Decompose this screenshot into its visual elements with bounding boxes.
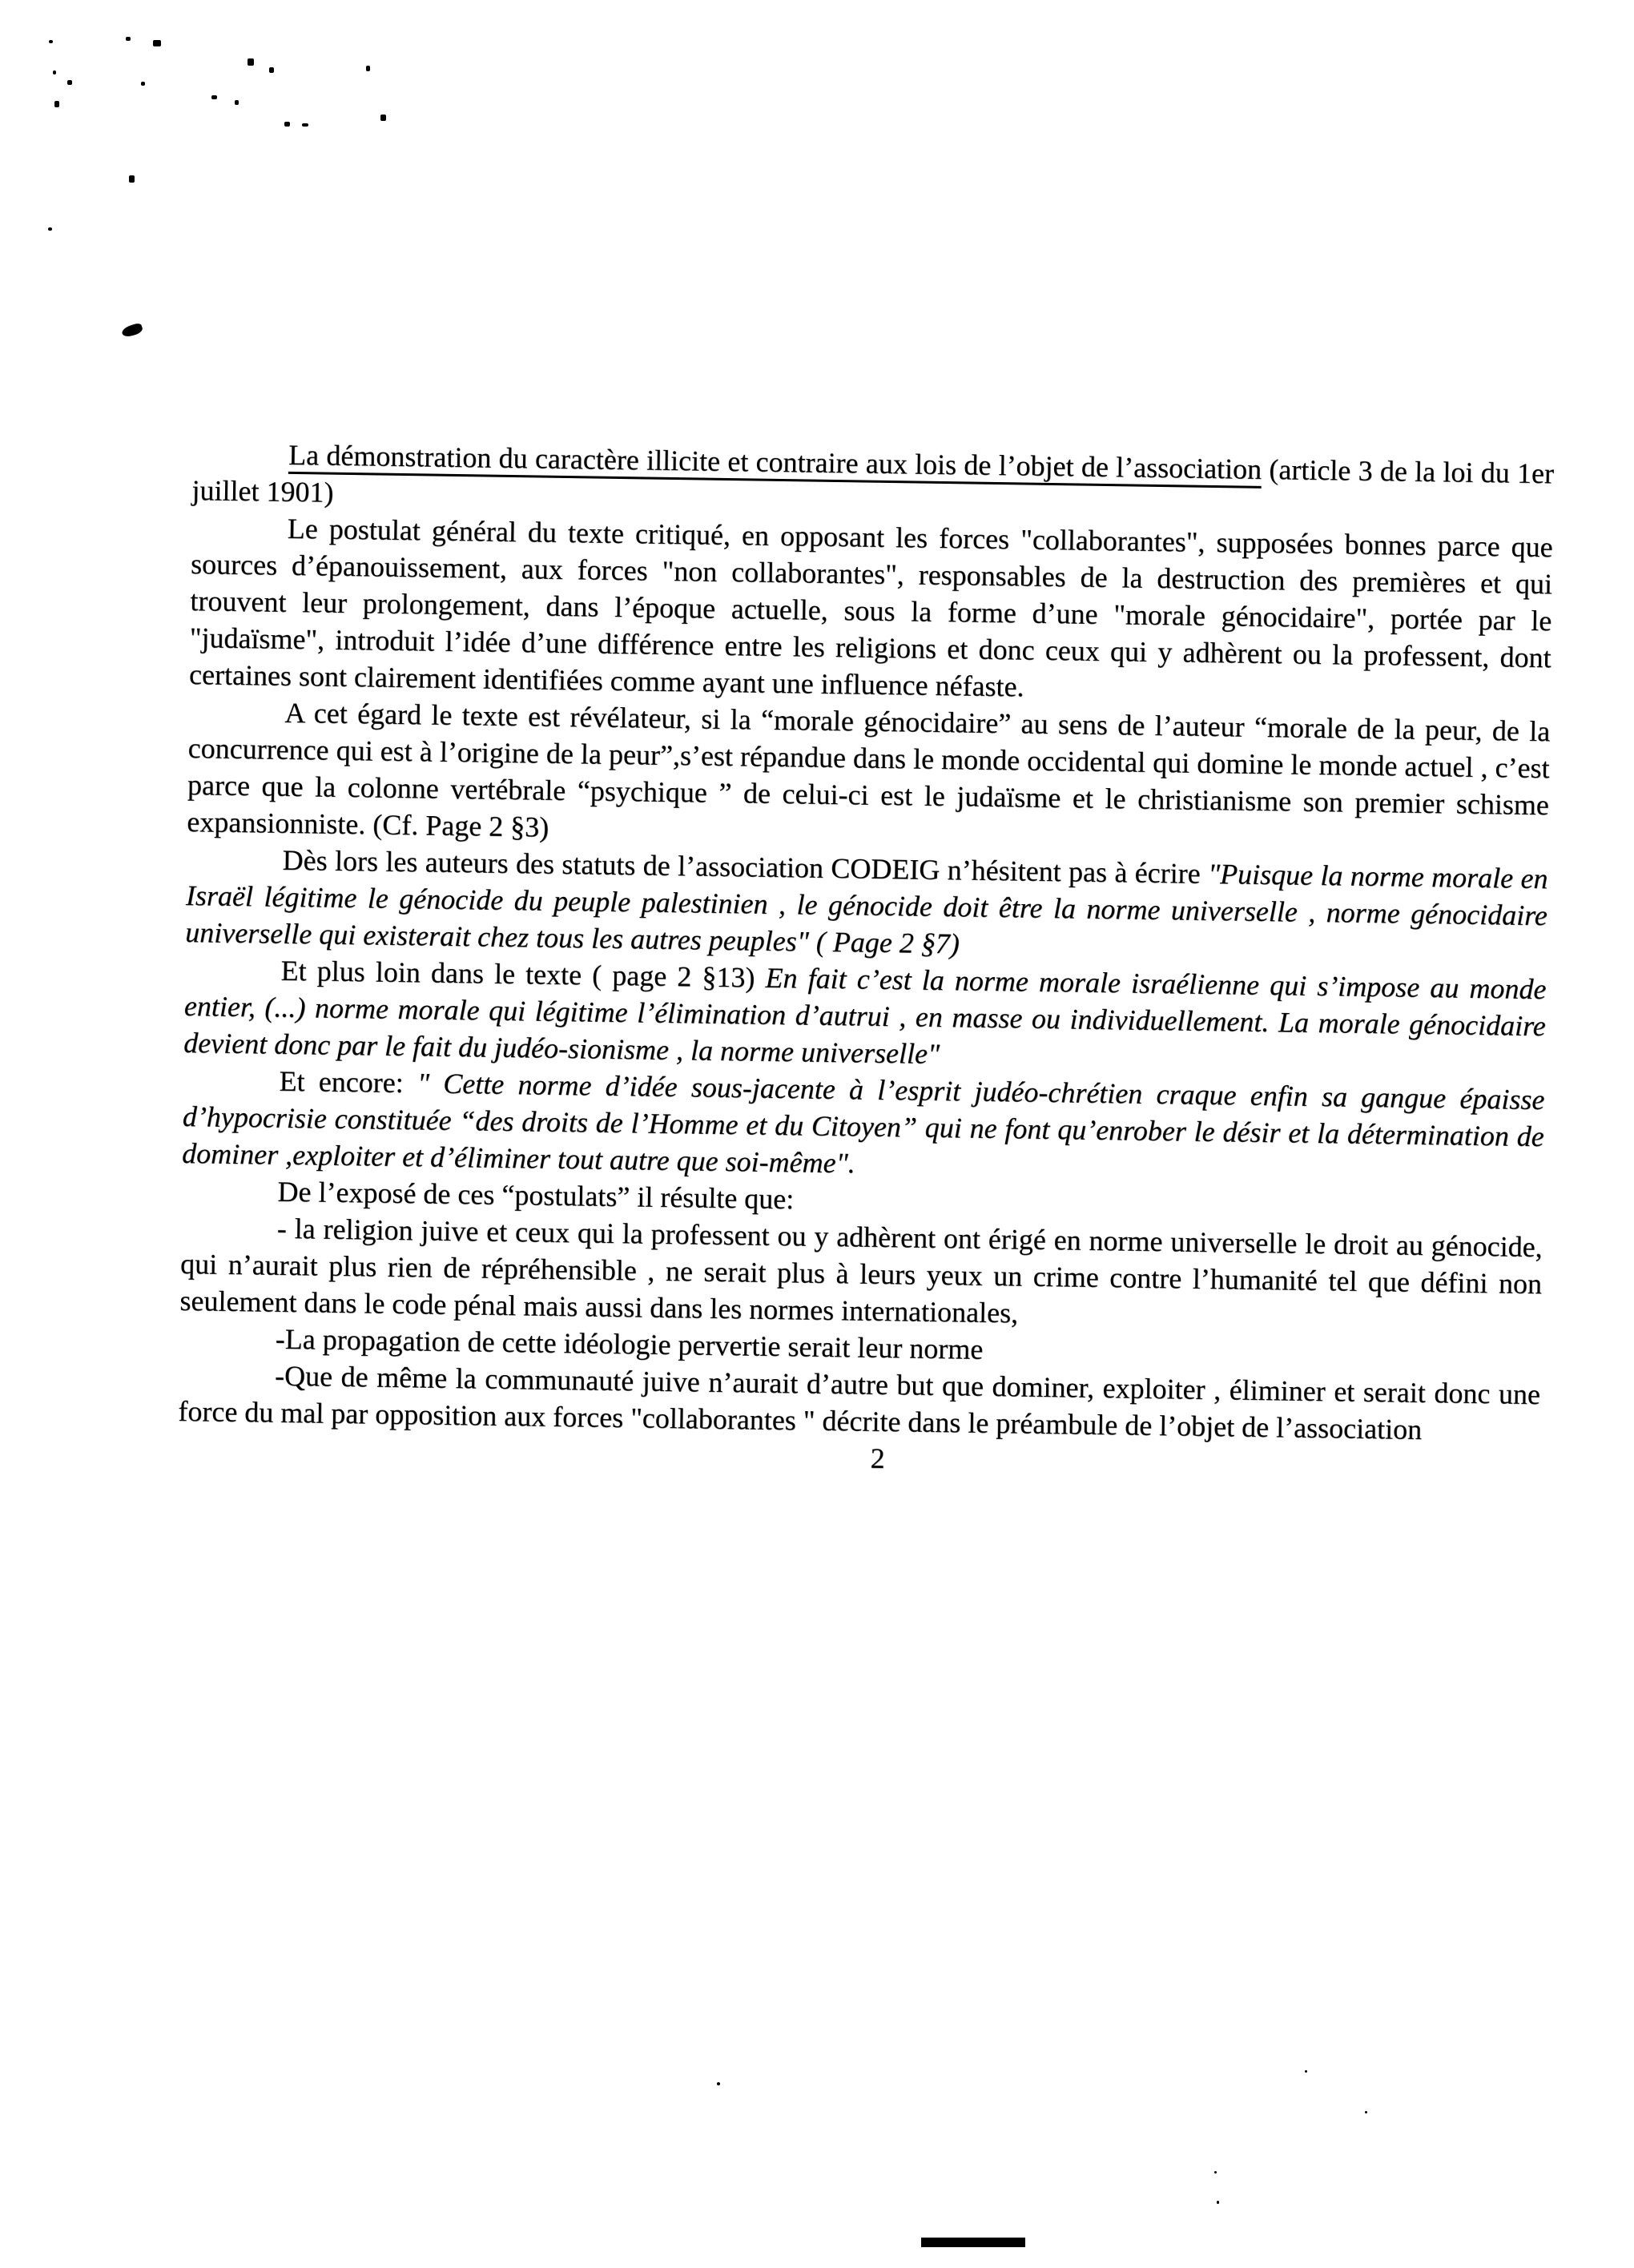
encore-intro: Et encore: xyxy=(279,1064,418,1100)
paragraph-deslors xyxy=(185,840,1548,971)
page-number: 2 xyxy=(870,1442,885,1475)
bullet-propagation: -La propagation de cette idéologie pervertie serait leur norme xyxy=(275,1322,984,1365)
document-body xyxy=(177,435,1554,1486)
bullet-communaute: -Que de même la communauté juive n’aurait d’autre but que dominer, exploiter , éliminer et serait donc une force du mal par opposition aux forces "collaborantes " décrite dans le préambule de l’objet de l’association xyxy=(178,1359,1541,1446)
title-subtitle: (article 3 de la loi du 1er juillet 1901) xyxy=(191,453,1555,509)
encore-quote: " Cette norme d’idée sous-jacente à l’esprit judéo-chrétien craque enfin sa gangue épaisse d’hypocrisie constituée “des droits de l’Homme et du Citoyen” qui ne font qu’enrober le désir et la détermination de dominer ,exploiter et d’éliminer tout autre que soi-même". xyxy=(181,1067,1545,1180)
paragraph-encore xyxy=(182,1061,1545,1192)
paragraph-plusloin xyxy=(183,951,1547,1081)
deslors-quote: "Puisque la norme morale en Israël légitime le génocide du peuple palestinien , le génocide doit être la norme universelle , norme génocidaire universelle qui existerait chez tous les autres peuples" xyxy=(185,857,1548,958)
title-underlined: La démonstration du caractère illicite et contraire aux lois de l’objet de l’association xyxy=(288,439,1262,489)
deslors-ref: ( Page 2 §7) xyxy=(815,925,960,960)
bullet-religion: - la religion juive et ceux qui la professent ou y adhèrent ont érigé en norme universelle le droit au génocide, qui n’aurait plus rien de répréhensible , ne serait plus à leurs yeux un crime contre l’humanité tel que défini non seulement dans le code pénal mais aussi dans les normes internationales, xyxy=(179,1212,1543,1329)
plusloin-quote: En fait c’est la norme morale israélienne qui s’impose au monde entier, (...) norme morale qui légitime l’élimination d’autrui , en masse ou individuellement. La morale génocidaire devient donc par le fait du judéo-sionisme , la norme universelle" xyxy=(183,961,1547,1070)
paragraph-egard: A cet égard le texte est révélateur, si la “morale génocidaire” au sens de l’auteur “morale de la peur, de la concurrence qui est à l’origine de la peur”,s’est répandue dans le monde occidental qui domine le monde actuel , c’est parce que la colonne vertébrale “psychique ” de celui-ci est le judaïsme et le christianisme son premier schisme expansionniste. (Cf. Page 2 §3) xyxy=(187,696,1551,843)
plusloin-intro: Et plus loin dans le texte ( page 2 §13) xyxy=(280,954,766,994)
paragraph-postulat: Le postulat général du texte critiqué, en opposant les forces "collaborantes", supposées bonnes parce que sources d’épanouissement, aux forces "non collaborantes", responsables de la destruction des premières et qui trouvent leur prolongement, dans l’époque actuelle, sous la forme d’une "morale génocidaire", portée par le "judaïsme", introduit l’idée d’une différence entre les religions et donc ceux qui y adhèrent ou la professent, dont certaines sont clairement identifiées comme ayant une influence néfaste. xyxy=(188,512,1553,703)
deslors-intro: Dès lors les auteurs des statuts de l’association CODEIG n’hésitent pas à écrire xyxy=(282,843,1209,890)
paragraph-expose: De l’exposé de ces “postulats” il résulte que: xyxy=(277,1175,795,1216)
